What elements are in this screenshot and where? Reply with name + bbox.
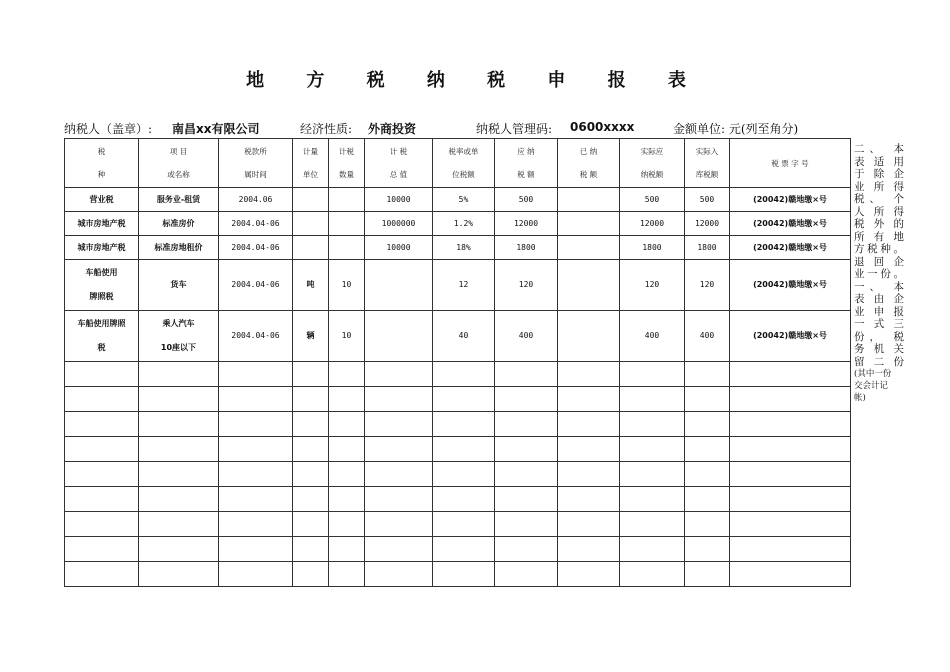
empty-cell: [685, 412, 730, 437]
empty-cell: [433, 362, 495, 387]
empty-cell: [219, 362, 293, 387]
empty-cell: [433, 437, 495, 462]
table-row: [65, 260, 851, 311]
empty-cell: [433, 412, 495, 437]
empty-cell: [365, 462, 433, 487]
note-line: 方税种。: [854, 243, 904, 255]
cell-due: 400: [495, 311, 558, 362]
empty-cell: [329, 512, 365, 537]
cell-actual-in: 120: [685, 260, 730, 311]
cell-tax: 车船使用 牌照税: [65, 260, 139, 311]
empty-cell: [329, 562, 365, 587]
empty-cell: [329, 362, 365, 387]
empty-cell: [685, 562, 730, 587]
empty-row: [65, 362, 851, 387]
empty-cell: [558, 512, 620, 537]
table-row: [65, 236, 851, 260]
empty-cell: [293, 487, 329, 512]
cell-qty: 10: [329, 260, 365, 311]
cell-due: 500: [495, 188, 558, 212]
empty-cell: [620, 412, 685, 437]
empty-cell: [139, 562, 219, 587]
cell-qty: [329, 236, 365, 260]
empty-cell: [365, 537, 433, 562]
note-line: 业 申 报: [854, 305, 904, 318]
note-line: 税 外 的: [854, 218, 904, 230]
note-line: 二、 本: [854, 143, 904, 155]
cell-rate: 12: [433, 260, 495, 311]
cell-ticket: (20042)赣地缴×号: [730, 260, 851, 311]
empty-cell: [558, 462, 620, 487]
empty-cell: [558, 387, 620, 412]
note-line: 份， 税: [854, 330, 904, 343]
empty-cell: [365, 362, 433, 387]
empty-cell: [139, 362, 219, 387]
cell-actual-due: 120: [620, 260, 685, 311]
cell-due: 12000: [495, 212, 558, 236]
empty-row: [65, 562, 851, 587]
header-row: [65, 139, 851, 188]
empty-row: [65, 487, 851, 512]
empty-cell: [365, 562, 433, 587]
empty-cell: [433, 512, 495, 537]
cell-ticket: (20042)赣地缴×号: [730, 236, 851, 260]
empty-cell: [433, 537, 495, 562]
cell-unit: [293, 236, 329, 260]
empty-cell: [558, 437, 620, 462]
empty-cell: [730, 512, 851, 537]
cell-actual-in: 1800: [685, 236, 730, 260]
note-line: 于 除 企: [854, 168, 904, 180]
cell-total: 10000: [365, 188, 433, 212]
empty-cell: [495, 537, 558, 562]
empty-cell: [365, 487, 433, 512]
cell-item: 标准房地租价: [139, 236, 219, 260]
cell-tax: 车船使用牌照 税: [65, 311, 139, 362]
empty-cell: [620, 512, 685, 537]
empty-cell: [685, 437, 730, 462]
column-header: 税率或单 位税额: [433, 139, 495, 188]
empty-cell: [65, 487, 139, 512]
cell-period: 2004.04-06: [219, 236, 293, 260]
empty-cell: [730, 537, 851, 562]
empty-cell: [293, 512, 329, 537]
cell-actual-in: 12000: [685, 212, 730, 236]
empty-cell: [139, 412, 219, 437]
empty-cell: [293, 362, 329, 387]
empty-cell: [730, 562, 851, 587]
empty-cell: [730, 437, 851, 462]
empty-cell: [495, 387, 558, 412]
cell-ticket: (20042)赣地缴×号: [730, 212, 851, 236]
empty-cell: [558, 562, 620, 587]
empty-cell: [219, 387, 293, 412]
cell-qty: [329, 188, 365, 212]
empty-cell: [329, 387, 365, 412]
empty-row: [65, 537, 851, 562]
note-line: 业 所 得: [854, 180, 904, 193]
empty-cell: [329, 487, 365, 512]
cell-actual-in: 500: [685, 188, 730, 212]
empty-cell: [65, 387, 139, 412]
empty-cell: [219, 487, 293, 512]
cell-qty: 10: [329, 311, 365, 362]
empty-cell: [293, 562, 329, 587]
empty-cell: [685, 387, 730, 412]
table-row: [65, 311, 851, 362]
column-header: 计 税 总 值: [365, 139, 433, 188]
empty-cell: [495, 412, 558, 437]
empty-cell: [329, 437, 365, 462]
empty-row: [65, 412, 851, 437]
column-header: 税款所 属时间: [219, 139, 293, 188]
form-notes: [854, 143, 904, 404]
empty-cell: [293, 387, 329, 412]
cell-paid: [558, 260, 620, 311]
empty-cell: [495, 512, 558, 537]
taxpayer-label: 纳税人（盖章）:: [64, 122, 153, 136]
cell-ticket: (20042)赣地缴×号: [730, 311, 851, 362]
note-line-small: (其中一份: [854, 369, 892, 379]
empty-cell: [620, 462, 685, 487]
amount-unit-label: 金额单位: 元(列至角分): [673, 122, 799, 136]
cell-qty: [329, 212, 365, 236]
cell-item: 标准房价: [139, 212, 219, 236]
empty-cell: [65, 537, 139, 562]
empty-cell: [620, 437, 685, 462]
empty-cell: [65, 462, 139, 487]
empty-cell: [219, 512, 293, 537]
taxpayer-code-value: 0600xxxx: [570, 120, 635, 134]
taxpayer-code-label: 纳税人管理码:: [476, 122, 553, 136]
cell-unit: 吨: [293, 260, 329, 311]
cell-actual-in: 400: [685, 311, 730, 362]
cell-rate: 5%: [433, 188, 495, 212]
table-row: [65, 188, 851, 212]
empty-cell: [65, 362, 139, 387]
empty-cell: [620, 362, 685, 387]
note-line: 人 所 得: [854, 205, 904, 218]
empty-cell: [329, 412, 365, 437]
empty-row: [65, 387, 851, 412]
cell-actual-due: 12000: [620, 212, 685, 236]
empty-cell: [495, 362, 558, 387]
note-line: 税、 个: [854, 193, 904, 205]
column-header: 税 种: [65, 139, 139, 188]
empty-cell: [219, 437, 293, 462]
empty-cell: [495, 562, 558, 587]
empty-cell: [730, 412, 851, 437]
column-header: 项 目 或名称: [139, 139, 219, 188]
empty-cell: [219, 462, 293, 487]
empty-cell: [620, 537, 685, 562]
taxpayer-value: 南昌xx有限公司: [172, 122, 260, 136]
empty-cell: [433, 562, 495, 587]
empty-cell: [495, 462, 558, 487]
empty-cell: [365, 387, 433, 412]
note-line: 表 适 用: [854, 155, 904, 168]
tax-return-table: [64, 138, 851, 587]
empty-cell: [685, 487, 730, 512]
empty-cell: [365, 512, 433, 537]
cell-ticket: (20042)赣地缴×号: [730, 188, 851, 212]
empty-cell: [329, 462, 365, 487]
cell-unit: [293, 188, 329, 212]
column-header: 应 纳 税 额: [495, 139, 558, 188]
cell-period: 2004.06: [219, 188, 293, 212]
empty-cell: [558, 412, 620, 437]
cell-item: 乘人汽车 10座以下: [139, 311, 219, 362]
empty-cell: [685, 362, 730, 387]
cell-unit: [293, 212, 329, 236]
empty-cell: [730, 487, 851, 512]
empty-cell: [293, 437, 329, 462]
cell-item: 服务业-租赁: [139, 188, 219, 212]
econ-value: 外商投资: [368, 122, 417, 136]
cell-due: 1800: [495, 236, 558, 260]
cell-total: [365, 260, 433, 311]
empty-cell: [139, 487, 219, 512]
cell-rate: 40: [433, 311, 495, 362]
note-line: 所 有 地: [854, 230, 904, 243]
econ-label: 经济性质:: [300, 122, 353, 136]
empty-cell: [139, 462, 219, 487]
cell-paid: [558, 311, 620, 362]
column-header: 实际应 纳税额: [620, 139, 685, 188]
empty-cell: [685, 512, 730, 537]
empty-cell: [620, 387, 685, 412]
column-header: 已 纳 税 额: [558, 139, 620, 188]
empty-cell: [558, 362, 620, 387]
empty-row: [65, 437, 851, 462]
empty-cell: [730, 387, 851, 412]
cell-unit: 辆: [293, 311, 329, 362]
note-line: 留 二 份: [854, 355, 904, 368]
empty-cell: [65, 562, 139, 587]
empty-cell: [433, 462, 495, 487]
note-line: 一 式 三: [854, 318, 904, 330]
cell-tax: 营业税: [65, 188, 139, 212]
cell-total: [365, 311, 433, 362]
cell-total: 10000: [365, 236, 433, 260]
cell-actual-due: 1800: [620, 236, 685, 260]
cell-item: 货车: [139, 260, 219, 311]
note-line: 退 回 企: [854, 255, 904, 268]
cell-total: 1000000: [365, 212, 433, 236]
empty-cell: [219, 412, 293, 437]
empty-cell: [433, 387, 495, 412]
cell-rate: 1.2%: [433, 212, 495, 236]
column-header: 计税 数量: [329, 139, 365, 188]
cell-period: 2004.04-06: [219, 260, 293, 311]
empty-row: [65, 462, 851, 487]
cell-tax: 城市房地产税: [65, 212, 139, 236]
empty-cell: [65, 437, 139, 462]
empty-cell: [685, 462, 730, 487]
empty-cell: [685, 537, 730, 562]
cell-actual-due: 500: [620, 188, 685, 212]
empty-cell: [139, 387, 219, 412]
empty-cell: [620, 562, 685, 587]
empty-cell: [329, 537, 365, 562]
column-header: 计量 单位: [293, 139, 329, 188]
empty-cell: [293, 462, 329, 487]
empty-cell: [730, 462, 851, 487]
cell-tax: 城市房地产税: [65, 236, 139, 260]
table-row: [65, 212, 851, 236]
empty-cell: [293, 537, 329, 562]
empty-cell: [365, 437, 433, 462]
empty-cell: [365, 412, 433, 437]
cell-rate: 18%: [433, 236, 495, 260]
empty-cell: [495, 487, 558, 512]
form-title: 地 方 税 纳 税 申 报 表: [246, 70, 704, 91]
empty-cell: [139, 537, 219, 562]
empty-cell: [558, 487, 620, 512]
cell-paid: [558, 212, 620, 236]
cell-due: 120: [495, 260, 558, 311]
column-header: 实际入 库税额: [685, 139, 730, 188]
cell-period: 2004.04-06: [219, 212, 293, 236]
empty-cell: [139, 437, 219, 462]
empty-cell: [65, 412, 139, 437]
empty-cell: [495, 437, 558, 462]
empty-cell: [558, 537, 620, 562]
note-line: 一、 本: [854, 280, 904, 293]
empty-cell: [219, 562, 293, 587]
empty-cell: [293, 412, 329, 437]
note-line: 表 由 企: [854, 293, 904, 305]
note-line-small: 交会计记: [854, 381, 889, 391]
column-header: 税 票 字 号: [730, 139, 851, 188]
empty-cell: [730, 362, 851, 387]
empty-cell: [219, 537, 293, 562]
note-line: 业一份。: [854, 268, 904, 280]
cell-actual-due: 400: [620, 311, 685, 362]
empty-row: [65, 512, 851, 537]
note-line: 务 机 关: [854, 343, 904, 355]
cell-paid: [558, 236, 620, 260]
cell-paid: [558, 188, 620, 212]
empty-cell: [65, 512, 139, 537]
empty-cell: [620, 487, 685, 512]
empty-cell: [139, 512, 219, 537]
cell-period: 2004.04-06: [219, 311, 293, 362]
note-line-small: 帐): [854, 393, 866, 403]
empty-cell: [433, 487, 495, 512]
